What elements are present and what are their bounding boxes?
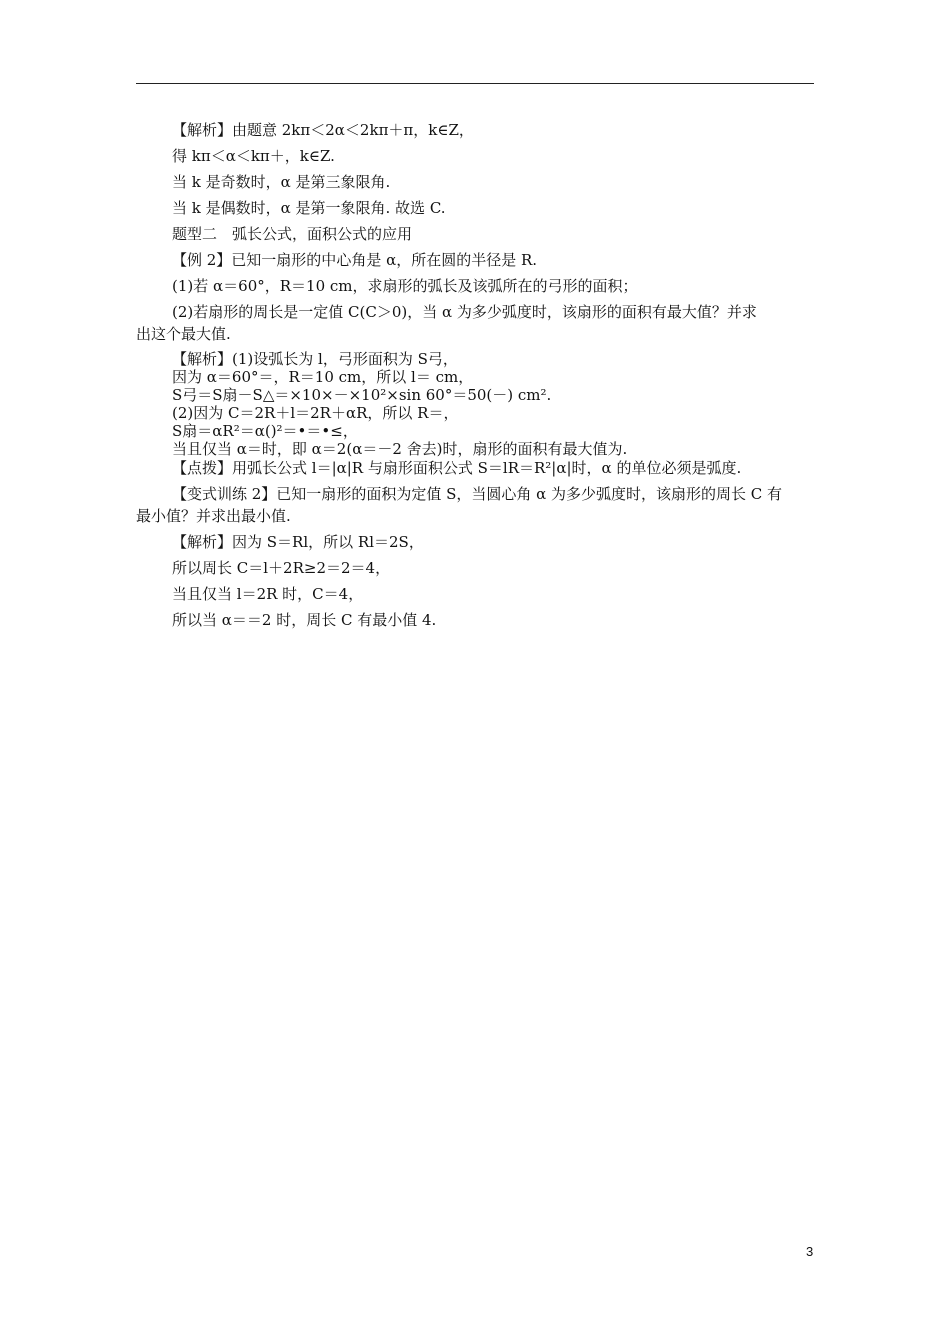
solution-line: 当 k 是奇数时，α 是第三象限角. [172, 173, 391, 191]
solution-line: 所以周长 C＝l＋2R≥2＝2＝4， [172, 559, 391, 577]
question-part-2: (2)若扇形的周长是一定值 C(C＞0)，当 α 为多少弧度时，该扇形的面积有最大值？并求 [172, 303, 757, 321]
section-heading: 题型二 弧长公式，面积公式的应用 [172, 225, 413, 243]
solution-line: 当且仅当 l＝2R 时，C＝4， [172, 585, 364, 603]
question-part-2-continued: 出这个最大值. [136, 325, 231, 343]
tip-line: 【点拨】用弧长公式 l＝|α|R 与扇形面积公式 S＝lR＝R²|α|时，α 的单位必须是弧度. [172, 459, 742, 477]
exercise-title-continued: 最小值？并求出最小值. [136, 507, 291, 525]
solution-line: 【解析】(1)设弧长为 l，弓形面积为 S弓， [172, 350, 458, 368]
page-content [136, 120, 814, 636]
solution-line: 【解析】因为 S＝Rl，所以 Rl＝2S， [172, 533, 424, 551]
solution-line: 所以当 α＝＝2 时，周长 C 有最小值 4. [172, 611, 437, 629]
exercise-title: 【变式训练 2】已知一扇形的面积为定值 S，当圆心角 α 为多少弧度时，该扇形的周长 C 有 [172, 485, 783, 503]
header-rule [136, 83, 814, 84]
solution-line: 当且仅当 α＝时，即 α＝2(α＝－2 舍去)时，扇形的面积有最大值为. [172, 440, 628, 458]
solution-line: (2)因为 C＝2R＋l＝2R＋αR，所以 R＝， [172, 404, 459, 422]
example-title: 【例 2】已知一扇形的中心角是 α，所在圆的半径是 R. [172, 251, 538, 269]
solution-line: S弓＝S扇－S△＝×10×－×10²×sin 60°＝50(－) cm². [172, 386, 552, 404]
solution-line: 因为 α＝60°＝，R＝10 cm，所以 l＝ cm， [172, 368, 474, 386]
solution-line: 得 kπ＜α＜kπ＋，k∈Z. [172, 147, 335, 165]
solution-line: 当 k 是偶数时，α 是第一象限角. 故选 C. [172, 199, 446, 217]
question-part-1: (1)若 α＝60°，R＝10 cm，求扇形的弧长及该弧所在的弓形的面积； [172, 277, 638, 295]
solution-line: S扇＝αR²＝α()²＝•＝•≤， [172, 422, 358, 440]
solution-line: 【解析】由题意 2kπ＜2α＜2kπ＋π，k∈Z， [172, 121, 474, 139]
page-number: 3 [806, 1244, 814, 1259]
